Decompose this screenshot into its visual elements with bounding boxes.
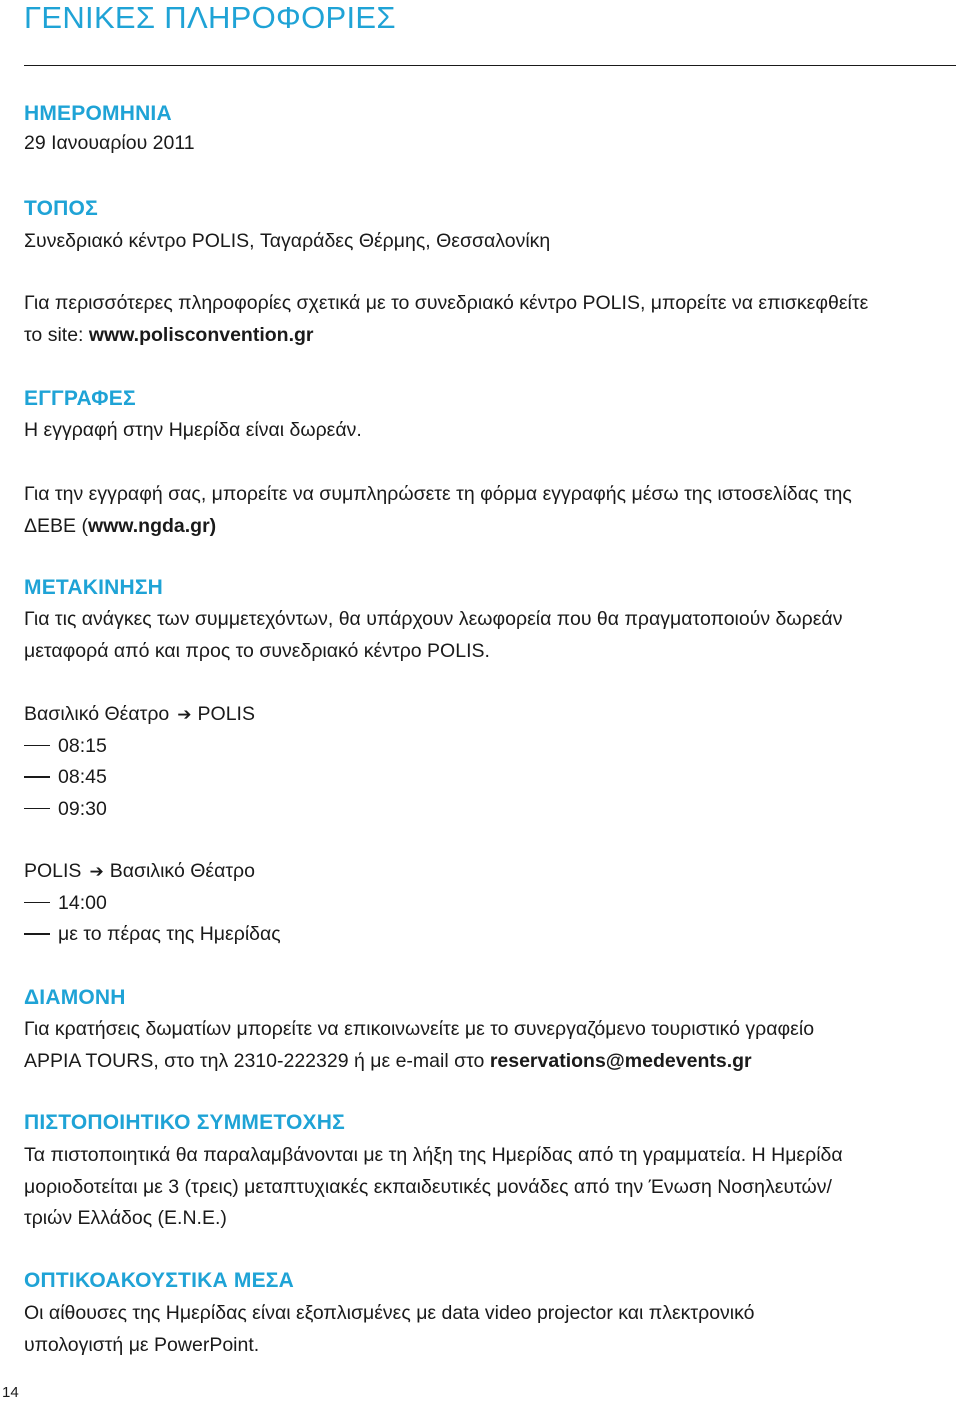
right-arrow-icon: ➔ bbox=[177, 705, 192, 724]
right-arrow-icon: ➔ bbox=[89, 862, 104, 881]
registration-form-prefix: ΔΕΒΕ ( bbox=[24, 514, 88, 537]
accommodation-line2: APPIA TOURS, στο τηλ 2310-222329 ή με e-mail στο bbox=[24, 1049, 490, 1072]
route-2-title bbox=[24, 860, 255, 882]
route-1-title bbox=[24, 703, 255, 725]
dash-bullet-icon bbox=[24, 902, 50, 904]
certificate-heading: ΠΙΣΤΟΠΟΙΗΤΙΚΟ ΣΥΜΜΕΤΟΧΗΣ bbox=[24, 1111, 345, 1134]
date-heading: ΗΜΕΡΟΜΗΝΙΑ bbox=[24, 102, 172, 125]
venue-value: Συνεδριακό κέντρο POLIS, Ταγαράδες Θέρμης, Θεσσαλονίκη bbox=[24, 230, 551, 252]
route-2 bbox=[24, 856, 954, 951]
venue-more-info-line1: Για περισσότερες πληροφορίες σχετικά με το συνεδριακό κέντρο POLIS, μπορείτε να επισκεφθείτε bbox=[24, 292, 869, 314]
route-1-time-2: 08:45 bbox=[24, 766, 107, 788]
dash-bullet-icon bbox=[24, 808, 50, 810]
av-line2: υπολογιστή με PowerPoint. bbox=[24, 1333, 260, 1356]
venue-more-info-prefix: το site: bbox=[24, 323, 89, 346]
accommodation-line1: Για κρατήσεις δωματίων μπορείτε να επικοινωνείτε με το συνεργαζόμενο τουριστικό γραφείο bbox=[24, 1018, 815, 1040]
route-2-to: Βασιλικό Θέατρο bbox=[109, 860, 255, 882]
transport-intro-line2: μεταφορά από και προς το συνεδριακό κέντρο POLIS. bbox=[24, 639, 490, 662]
certificate-line2: μοριοδοτείται με 3 (τρεις) μεταπτυχιακές εκπαιδευτικές μονάδες από την Ένωση Νοσηλευτών/ bbox=[24, 1175, 832, 1198]
accommodation-text bbox=[24, 1014, 954, 1077]
venue-more-info bbox=[24, 288, 954, 351]
av-heading: ΟΠΤΙΚΟΑΚΟΥΣΤΙΚΑ ΜΕΣΑ bbox=[24, 1269, 294, 1292]
registration-heading: ΕΓΓΡΑΦΕΣ bbox=[24, 387, 136, 410]
certificate-line1: Τα πιστοποιητικά θα παραλαμβάνονται με τη λήξη της Ημερίδας από τη γραμματεία. Η Ημερίδα bbox=[24, 1144, 843, 1166]
route-2-time-1: 14:00 bbox=[24, 892, 107, 914]
title-divider bbox=[24, 65, 956, 66]
accommodation-heading: ΔΙΑΜΟΝΗ bbox=[24, 986, 126, 1009]
av-line1: Οι αίθουσες της Ημερίδας είναι εξοπλισμένες με data video projector και πλεκτρονικό bbox=[24, 1302, 755, 1324]
registration-form-line1: Για την εγγραφή σας, μπορείτε να συμπληρώσετε τη φόρμα εγγραφής μέσω της ιστοσελίδας της bbox=[24, 483, 852, 505]
polis-website-link[interactable]: www.polisconvention.gr bbox=[88, 323, 314, 346]
route-1-to: POLIS bbox=[197, 703, 255, 725]
page-title: ΓΕΝΙΚΕΣ ΠΛΗΡΟΦΟΡΙΕΣ bbox=[24, 0, 396, 35]
transport-heading: ΜΕΤΑΚΙΝΗΣΗ bbox=[24, 576, 164, 599]
transport-intro-line1: Για τις ανάγκες των συμμετεχόντων, θα υπάρχουν λεωφορεία που θα πραγματοποιούν δωρεάν bbox=[24, 608, 843, 630]
registration-free-text: Η εγγραφή στην Ημερίδα είναι δωρεάν. bbox=[24, 419, 362, 441]
dash-bullet-icon bbox=[24, 776, 50, 778]
av-text bbox=[24, 1298, 954, 1361]
transport-intro bbox=[24, 604, 954, 667]
registration-form-text bbox=[24, 479, 954, 542]
reservations-email-link[interactable]: reservations@medevents.gr bbox=[489, 1049, 752, 1072]
route-1 bbox=[24, 699, 954, 825]
route-2-time-2: με το πέρας της Ημερίδας bbox=[24, 923, 281, 945]
route-2-from: POLIS bbox=[24, 860, 82, 882]
route-1-time-1: 08:15 bbox=[24, 735, 107, 757]
ngda-website-link[interactable]: www.ngda.gr) bbox=[87, 514, 217, 537]
route-1-from: Βασιλικό Θέατρο bbox=[24, 703, 170, 725]
certificate-line3: τριών Ελλάδος (Ε.Ν.Ε.) bbox=[24, 1207, 227, 1229]
route-1-time-3: 09:30 bbox=[24, 798, 107, 820]
page-number: 14 bbox=[2, 1384, 19, 1401]
date-value: 29 Ιανουαρίου 2011 bbox=[24, 132, 195, 154]
dash-bullet-icon bbox=[24, 745, 50, 747]
dash-bullet-icon bbox=[24, 933, 50, 935]
certificate-text bbox=[24, 1140, 954, 1235]
venue-heading: ΤΟΠΟΣ bbox=[24, 197, 98, 220]
